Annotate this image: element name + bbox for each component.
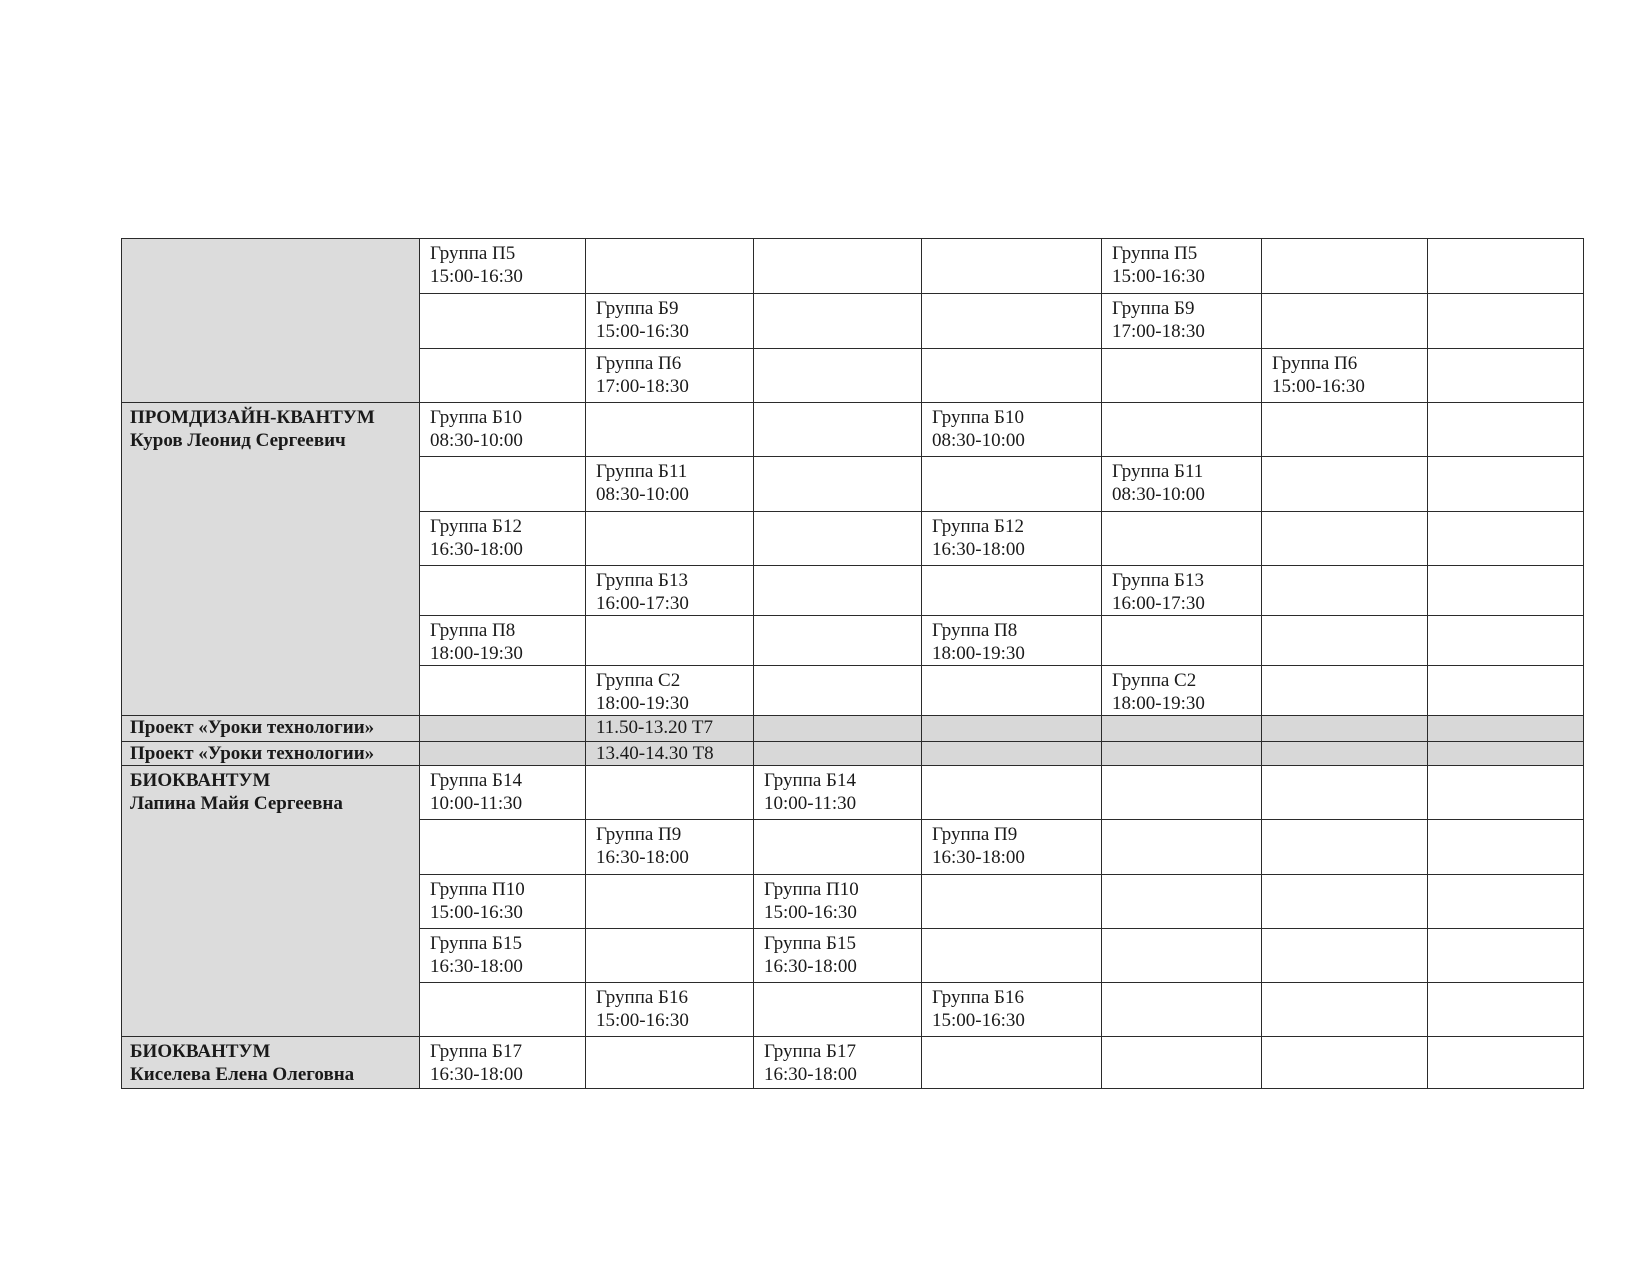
cell-text: Группа П5 15:00-16:30 [1112, 243, 1205, 287]
cell-text: Группа Б11 08:30-10:00 [596, 461, 689, 505]
schedule-cell [922, 512, 1102, 566]
schedule-cell [1102, 349, 1262, 403]
cell-text: Группа Б13 16:00-17:30 [596, 570, 689, 614]
schedule-cell [922, 566, 1102, 616]
cell-text: Группа П8 18:00-19:30 [932, 620, 1025, 664]
schedule-cell [420, 294, 586, 349]
schedule-cell [754, 766, 922, 820]
schedule-cell [1428, 457, 1584, 512]
schedule-cell [1102, 566, 1262, 616]
cell-text: Группа П10 15:00-16:30 [430, 879, 525, 923]
schedule-cell [1428, 820, 1584, 875]
schedule-cell [586, 403, 754, 457]
schedule-cell [922, 616, 1102, 666]
schedule-cell [420, 512, 586, 566]
section-title: Проект «Уроки технологии» [130, 717, 375, 738]
schedule-cell [922, 983, 1102, 1037]
schedule-cell [1102, 766, 1262, 820]
schedule-cell [586, 766, 754, 820]
schedule-cell [754, 875, 922, 929]
schedule-cell [1102, 742, 1262, 766]
table-row [122, 716, 1584, 742]
schedule-cell [754, 1037, 922, 1089]
schedule-cell [922, 294, 1102, 349]
table-row [122, 239, 1584, 294]
cell-text: Группа П6 15:00-16:30 [1272, 353, 1365, 397]
schedule-cell [1102, 512, 1262, 566]
schedule-cell [754, 239, 922, 294]
table-row [122, 1037, 1584, 1089]
schedule-cell [1262, 666, 1428, 716]
schedule-cell [922, 742, 1102, 766]
section-label [122, 716, 420, 742]
section-label [122, 403, 420, 716]
schedule-cell [586, 983, 754, 1037]
schedule-cell [922, 875, 1102, 929]
schedule-cell [754, 716, 922, 742]
schedule-cell [420, 457, 586, 512]
schedule-cell [1102, 929, 1262, 983]
schedule-cell [1262, 716, 1428, 742]
cell-text: Группа Б12 16:30-18:00 [430, 516, 523, 560]
schedule-cell [1262, 349, 1428, 403]
schedule-cell [1102, 1037, 1262, 1089]
schedule-cell [922, 239, 1102, 294]
schedule-cell [586, 457, 754, 512]
cell-text: Группа Б16 15:00-16:30 [596, 987, 689, 1031]
cell-text: Группа Б13 16:00-17:30 [1112, 570, 1205, 614]
cell-text: Группа Б14 10:00-11:30 [764, 770, 857, 814]
table-row [122, 766, 1584, 820]
cell-text: Группа Б9 17:00-18:30 [1112, 298, 1205, 342]
schedule-cell [1102, 239, 1262, 294]
schedule-cell [1428, 349, 1584, 403]
cell-text: Группа П10 15:00-16:30 [764, 879, 859, 923]
schedule-cell [922, 457, 1102, 512]
schedule-cell [420, 983, 586, 1037]
cell-text: Группа Б15 16:30-18:00 [430, 933, 523, 977]
schedule-cell [1262, 566, 1428, 616]
schedule-cell [1428, 666, 1584, 716]
cell-text: Группа П9 16:30-18:00 [596, 824, 689, 868]
schedule-cell [1428, 983, 1584, 1037]
schedule-cell [1262, 403, 1428, 457]
schedule-cell [754, 666, 922, 716]
schedule-cell [1428, 929, 1584, 983]
section-label [122, 766, 420, 1037]
schedule-cell [754, 929, 922, 983]
schedule-cell [1262, 820, 1428, 875]
schedule-cell [1262, 512, 1428, 566]
schedule-cell [586, 1037, 754, 1089]
schedule-cell [1262, 742, 1428, 766]
schedule-cell [754, 983, 922, 1037]
schedule-cell [586, 875, 754, 929]
schedule-cell [586, 349, 754, 403]
schedule-cell [1102, 294, 1262, 349]
schedule-cell [1262, 294, 1428, 349]
schedule-cell [754, 457, 922, 512]
schedule-cell [1102, 983, 1262, 1037]
cell-text: 13.40-14.30 Т8 [596, 743, 714, 764]
cell-text: Группа П5 15:00-16:30 [430, 243, 523, 287]
schedule-cell [420, 616, 586, 666]
schedule-cell [1102, 820, 1262, 875]
cell-text: Группа С2 18:00-19:30 [1112, 670, 1205, 714]
schedule-cell [1102, 457, 1262, 512]
schedule-cell [1428, 1037, 1584, 1089]
schedule-cell [586, 820, 754, 875]
schedule-cell [1262, 457, 1428, 512]
schedule-cell [754, 403, 922, 457]
cell-text: 11.50-13.20 Т7 [596, 717, 713, 738]
cell-text: Группа Б10 08:30-10:00 [430, 407, 523, 451]
cell-text: Группа С2 18:00-19:30 [596, 670, 689, 714]
schedule-cell [922, 403, 1102, 457]
schedule-cell [1262, 1037, 1428, 1089]
schedule-cell [420, 566, 586, 616]
schedule-cell [754, 566, 922, 616]
schedule-cell [754, 616, 922, 666]
schedule-cell [1428, 294, 1584, 349]
schedule-cell [922, 666, 1102, 716]
schedule-cell [922, 820, 1102, 875]
schedule-cell [1102, 666, 1262, 716]
schedule-cell [1262, 929, 1428, 983]
section-label [122, 239, 420, 403]
schedule-cell [754, 820, 922, 875]
schedule-cell [420, 716, 586, 742]
cell-text: Группа Б17 16:30-18:00 [430, 1041, 523, 1085]
schedule-cell [586, 512, 754, 566]
cell-text: Группа Б17 16:30-18:00 [764, 1041, 857, 1085]
table-row [122, 403, 1584, 457]
schedule-cell [420, 666, 586, 716]
schedule-cell [1428, 239, 1584, 294]
cell-text: Группа П9 16:30-18:00 [932, 824, 1025, 868]
schedule-body [122, 239, 1584, 1089]
schedule-cell [586, 566, 754, 616]
schedule-cell [1428, 766, 1584, 820]
schedule-sheet [121, 238, 1583, 1089]
section-label [122, 1037, 420, 1089]
schedule-cell [1262, 616, 1428, 666]
schedule-cell [1262, 875, 1428, 929]
schedule-cell [754, 512, 922, 566]
schedule-cell [754, 742, 922, 766]
schedule-cell [1428, 875, 1584, 929]
schedule-cell [420, 742, 586, 766]
section-title: БИОКВАНТУМ [130, 770, 271, 791]
schedule-cell [1102, 875, 1262, 929]
schedule-cell [420, 239, 586, 294]
schedule-cell [1428, 566, 1584, 616]
cell-text: Группа П6 17:00-18:30 [596, 353, 689, 397]
schedule-cell [586, 666, 754, 716]
cell-text: Группа Б12 16:30-18:00 [932, 516, 1025, 560]
schedule-cell [754, 294, 922, 349]
teacher-name: Киселева Елена Олеговна [130, 1064, 355, 1085]
schedule-cell [922, 349, 1102, 403]
section-label [122, 742, 420, 766]
schedule-cell [922, 1037, 1102, 1089]
cell-text: Группа Б9 15:00-16:30 [596, 298, 689, 342]
section-title: ПРОМДИЗАЙН-КВАНТУМ [130, 407, 375, 428]
schedule-cell [586, 616, 754, 666]
schedule-cell [1102, 403, 1262, 457]
schedule-cell [586, 239, 754, 294]
schedule-cell [420, 929, 586, 983]
schedule-table [121, 238, 1584, 1089]
schedule-cell [922, 766, 1102, 820]
schedule-cell [1428, 742, 1584, 766]
schedule-cell [586, 742, 754, 766]
cell-text: Группа Б10 08:30-10:00 [932, 407, 1025, 451]
cell-text: Группа Б15 16:30-18:00 [764, 933, 857, 977]
schedule-cell [1428, 716, 1584, 742]
cell-text: Группа Б11 08:30-10:00 [1112, 461, 1205, 505]
schedule-cell [1262, 983, 1428, 1037]
schedule-cell [1102, 716, 1262, 742]
schedule-cell [420, 349, 586, 403]
teacher-name: Куров Леонид Сергеевич [130, 430, 346, 451]
section-title: Проект «Уроки технологии» [130, 743, 375, 764]
teacher-name: Лапина Майя Сергеевна [130, 793, 343, 814]
schedule-cell [922, 716, 1102, 742]
table-row [122, 742, 1584, 766]
schedule-cell [1428, 616, 1584, 666]
schedule-cell [586, 716, 754, 742]
schedule-cell [1428, 403, 1584, 457]
schedule-cell [420, 403, 586, 457]
schedule-cell [420, 766, 586, 820]
schedule-cell [1102, 616, 1262, 666]
schedule-cell [922, 929, 1102, 983]
schedule-cell [586, 929, 754, 983]
schedule-cell [420, 1037, 586, 1089]
schedule-cell [420, 820, 586, 875]
cell-text: Группа Б14 10:00-11:30 [430, 770, 523, 814]
schedule-cell [586, 294, 754, 349]
section-title: БИОКВАНТУМ [130, 1041, 271, 1062]
cell-text: Группа П8 18:00-19:30 [430, 620, 523, 664]
schedule-cell [420, 875, 586, 929]
schedule-cell [754, 349, 922, 403]
schedule-cell [1428, 512, 1584, 566]
schedule-cell [1262, 766, 1428, 820]
schedule-cell [1262, 239, 1428, 294]
cell-text: Группа Б16 15:00-16:30 [932, 987, 1025, 1031]
